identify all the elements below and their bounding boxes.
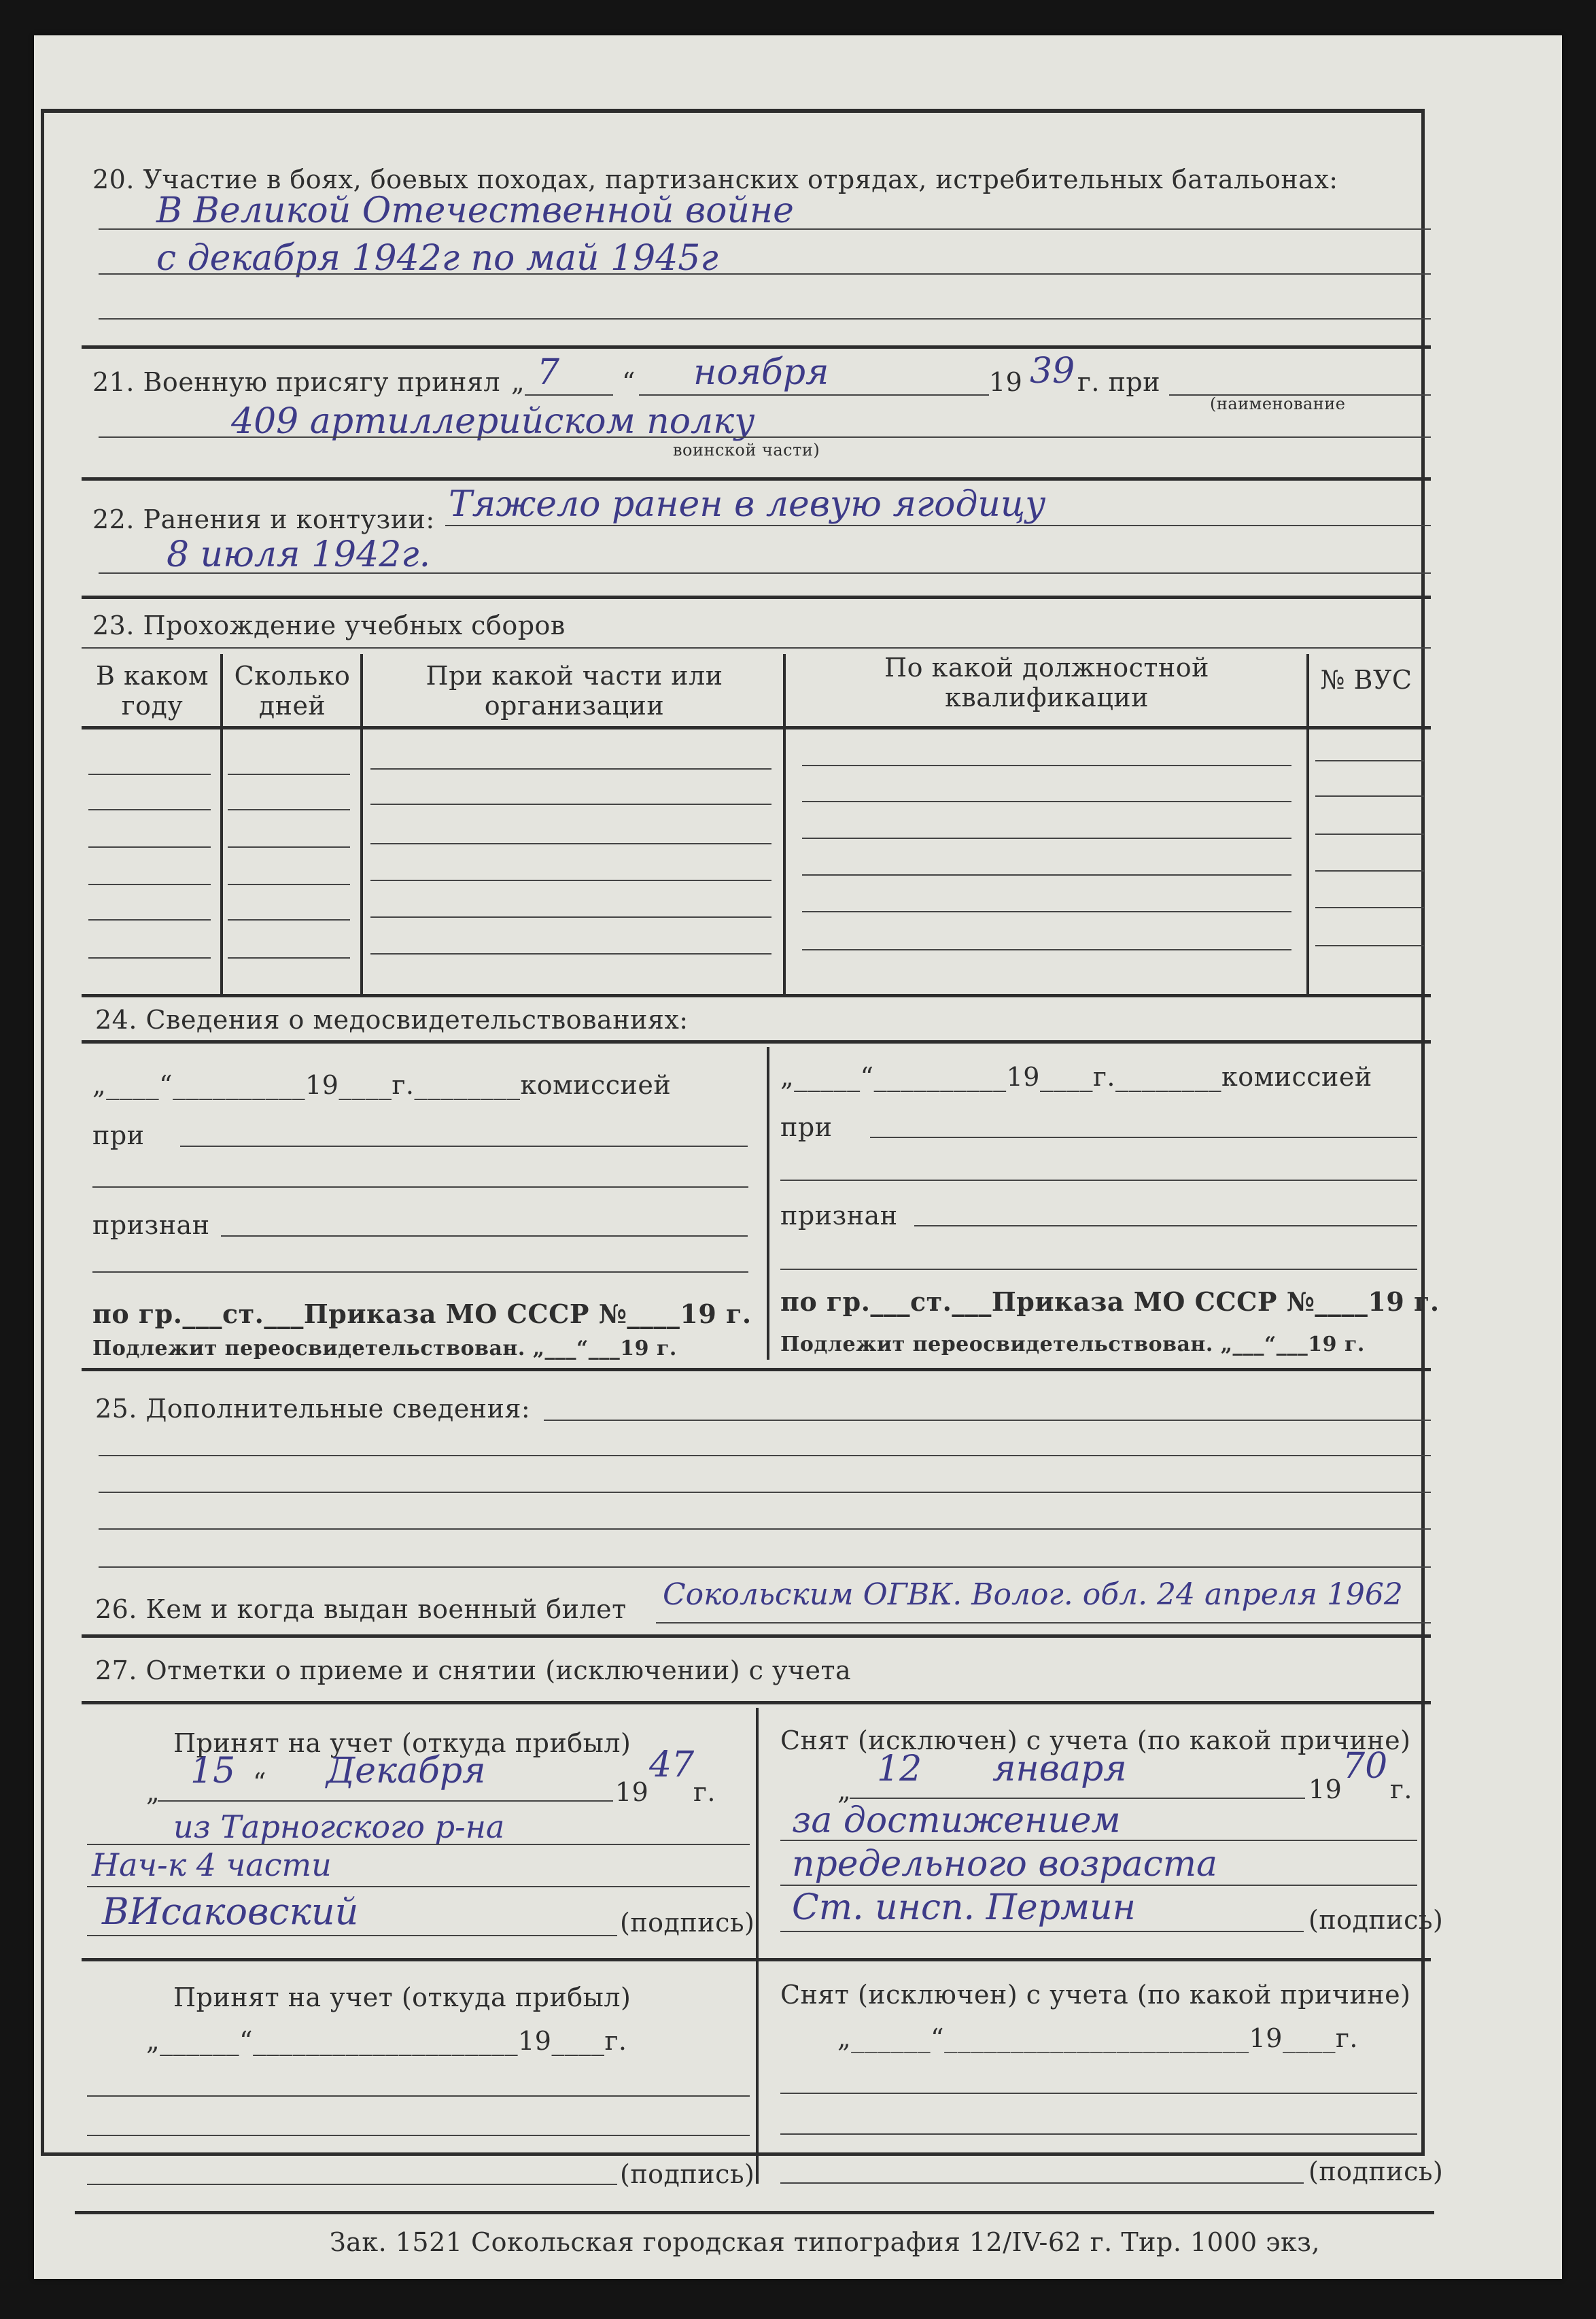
section-22-label: 22. Ранения и контузии: <box>92 504 435 534</box>
oath-day: 7 <box>537 352 560 393</box>
divider <box>99 318 1431 320</box>
section-divider <box>82 1634 1431 1638</box>
med-pri-left: при <box>92 1120 145 1150</box>
section-26-label: 26. Кем и когда выдан военный билет <box>95 1594 627 1624</box>
line <box>780 2093 1417 2094</box>
section-27-label: 27. Отметки о приеме и снятии (исключении) с учета <box>95 1655 852 1685</box>
removed-2-date: „______“_______________________19____г. <box>837 2023 1358 2053</box>
section-25-label: 25. Дополнительные сведения: <box>95 1394 531 1424</box>
col-year-head: В каком году <box>95 661 209 721</box>
med-podl-left: Подлежит переосвидетельствован. „___“___19 г. <box>92 1337 677 1360</box>
table-head-divider <box>82 726 1431 729</box>
table-col-line <box>360 654 363 994</box>
column-separator <box>767 1047 769 1360</box>
line <box>92 1271 748 1273</box>
accepted-1-year-prefix: 19 <box>615 1777 649 1807</box>
accepted-2-date: „______“____________________19____г. <box>146 2026 627 2056</box>
printer-footer: Зак. 1521 Сокольская городская типография 12/IV-62 г. Тир. 1000 экз, <box>330 2227 1321 2257</box>
signature-line <box>780 2182 1304 2184</box>
underline <box>525 394 613 396</box>
col-days-head: Сколько дней <box>234 661 351 721</box>
col-qual-head: По какой должностной квалификации <box>884 653 1209 712</box>
removed-1-who: Ст. инсп. Пермин <box>792 1887 1136 1928</box>
removed-1-day: 12 <box>877 1749 922 1789</box>
accepted-1-from: из Тарногского р-на <box>173 1808 505 1845</box>
military-id-issued: Сокольским ОГВК. Волог. обл. 24 апреля 1962 <box>663 1577 1403 1612</box>
oath-year-prefix: 19 <box>989 367 1023 397</box>
section-divider <box>82 477 1431 481</box>
signature-line <box>87 1935 617 1936</box>
line <box>87 2135 750 2136</box>
removed-title-2: Снят (исключен) с учета (по какой причине) <box>780 1980 1411 2010</box>
line <box>780 2133 1417 2135</box>
divider <box>99 436 1431 438</box>
removed-1-reason-2: предельного возраста <box>792 1844 1218 1885</box>
line <box>87 2095 750 2097</box>
line <box>914 1225 1417 1226</box>
line <box>780 1269 1417 1270</box>
signature-label: (подпись) <box>620 1908 755 1938</box>
med-order-right: по гр.___ст.___Приказа МО СССР №____19 г. <box>780 1286 1440 1317</box>
underline <box>850 1798 1305 1799</box>
oath-year: 39 <box>1030 351 1075 392</box>
line <box>99 1492 1431 1493</box>
accepted-1-day: 15 <box>190 1751 236 1791</box>
section-22-line1: Тяжело ранен в левую ягодицу <box>449 484 1046 525</box>
divider <box>99 572 1431 574</box>
underline <box>158 1800 613 1802</box>
line <box>92 1186 748 1188</box>
section-divider <box>82 1368 1431 1371</box>
section-22-line2: 8 июля 1942г. <box>167 534 431 575</box>
accepted-1-year: 47 <box>649 1745 695 1785</box>
removed-1-year: 70 <box>1342 1746 1388 1787</box>
oath-unit: 409 артиллерийском полку <box>231 401 755 442</box>
table-col-line <box>1306 654 1309 994</box>
section-20-line1: В Великой Отечественной войне <box>156 190 794 231</box>
underline <box>639 394 989 396</box>
signature-line <box>87 2184 617 2185</box>
table-col-line <box>220 654 223 994</box>
removed-1-year-prefix: 19 <box>1308 1774 1342 1804</box>
line <box>99 1455 1431 1456</box>
oath-month: ноября <box>693 352 829 393</box>
line <box>87 1844 750 1845</box>
accepted-1-month: Декабря <box>326 1751 486 1791</box>
section-23-label: 23. Прохождение учебных сборов <box>92 611 566 640</box>
line <box>99 1528 1431 1530</box>
note-voinskoy: воинской части) <box>673 441 820 460</box>
accepted-1-who: Нач-к 4 части <box>92 1846 332 1883</box>
section-divider <box>82 1040 1431 1044</box>
section-divider <box>82 345 1431 349</box>
med-date-left: „____“__________19____г.________комиссией <box>92 1070 672 1100</box>
section-divider <box>82 1701 1431 1704</box>
removed-1-reason-1: за достижением <box>792 1800 1121 1841</box>
table-top <box>82 647 1431 649</box>
oath-quote-open: „ <box>511 367 525 397</box>
line <box>221 1235 748 1237</box>
note-naimenovanie: (наименование <box>1210 394 1346 413</box>
line <box>656 1622 1431 1624</box>
accepted-title-2: Принят на учет (откуда прибыл) <box>173 1982 631 2012</box>
section-divider <box>82 994 1431 997</box>
med-order-left: по гр.___ст.___Приказа МО СССР №____19 г. <box>92 1299 752 1329</box>
med-priznan-left: признан <box>92 1210 210 1240</box>
accepted-1-quote-open: „ <box>146 1777 160 1807</box>
form-bottom-line <box>75 2211 1434 2214</box>
col-vus-head: № ВУС <box>1320 665 1412 695</box>
line <box>870 1137 1417 1138</box>
med-priznan-right: признан <box>780 1201 898 1231</box>
med-pri-right: при <box>780 1112 833 1142</box>
signature-label: (подпись) <box>620 2159 755 2189</box>
removed-1-quote-open: „ <box>837 1776 852 1806</box>
accepted-1-suffix: г. <box>693 1777 716 1807</box>
line <box>544 1420 1431 1421</box>
divider <box>99 273 1431 275</box>
column-separator <box>756 1708 759 2184</box>
section-24-label: 24. Сведения о медосвидетельствованиях: <box>95 1005 689 1035</box>
oath-suffix: г. при <box>1077 367 1161 397</box>
line <box>780 1885 1417 1886</box>
section-divider <box>82 596 1431 599</box>
line <box>780 1180 1417 1181</box>
signature-label: (подпись) <box>1308 2157 1444 2186</box>
line <box>180 1146 748 1147</box>
removed-1-month: января <box>992 1749 1127 1789</box>
oath-quote-close: “ <box>622 367 636 397</box>
line <box>87 1886 750 1887</box>
col-unit-head: При какой части или организации <box>426 661 723 721</box>
line <box>99 1566 1431 1568</box>
divider <box>445 525 1431 526</box>
accepted-title-1: Принят на учет (откуда прибыл) <box>173 1728 631 1758</box>
section-21-label: 21. Военную присягу принял <box>92 367 500 397</box>
removed-1-suffix: г. <box>1390 1774 1412 1804</box>
med-date-right: „_____“__________19____г.________комиссией <box>780 1062 1372 1092</box>
section-20-line2: с декабря 1942г по май 1945г <box>156 238 718 279</box>
med-podl-right: Подлежит переосвидетельствован. „___“___19 г. <box>780 1333 1365 1356</box>
section-divider <box>82 1958 1431 1961</box>
signature-line <box>780 1931 1304 1932</box>
divider <box>99 228 1431 230</box>
removed-title-1: Снят (исключен) с учета (по какой причине) <box>780 1725 1411 1755</box>
section-20-label: 20. Участие в боях, боевых походах, партизанских отрядах, истребительных батальонах: <box>92 165 1338 194</box>
signature-label: (подпись) <box>1308 1905 1444 1935</box>
table-col-line <box>783 654 786 994</box>
line <box>780 1840 1417 1841</box>
accepted-1-signature: ВИсаковский <box>102 1890 359 1933</box>
accepted-1-quote-close: “ <box>253 1768 266 1798</box>
